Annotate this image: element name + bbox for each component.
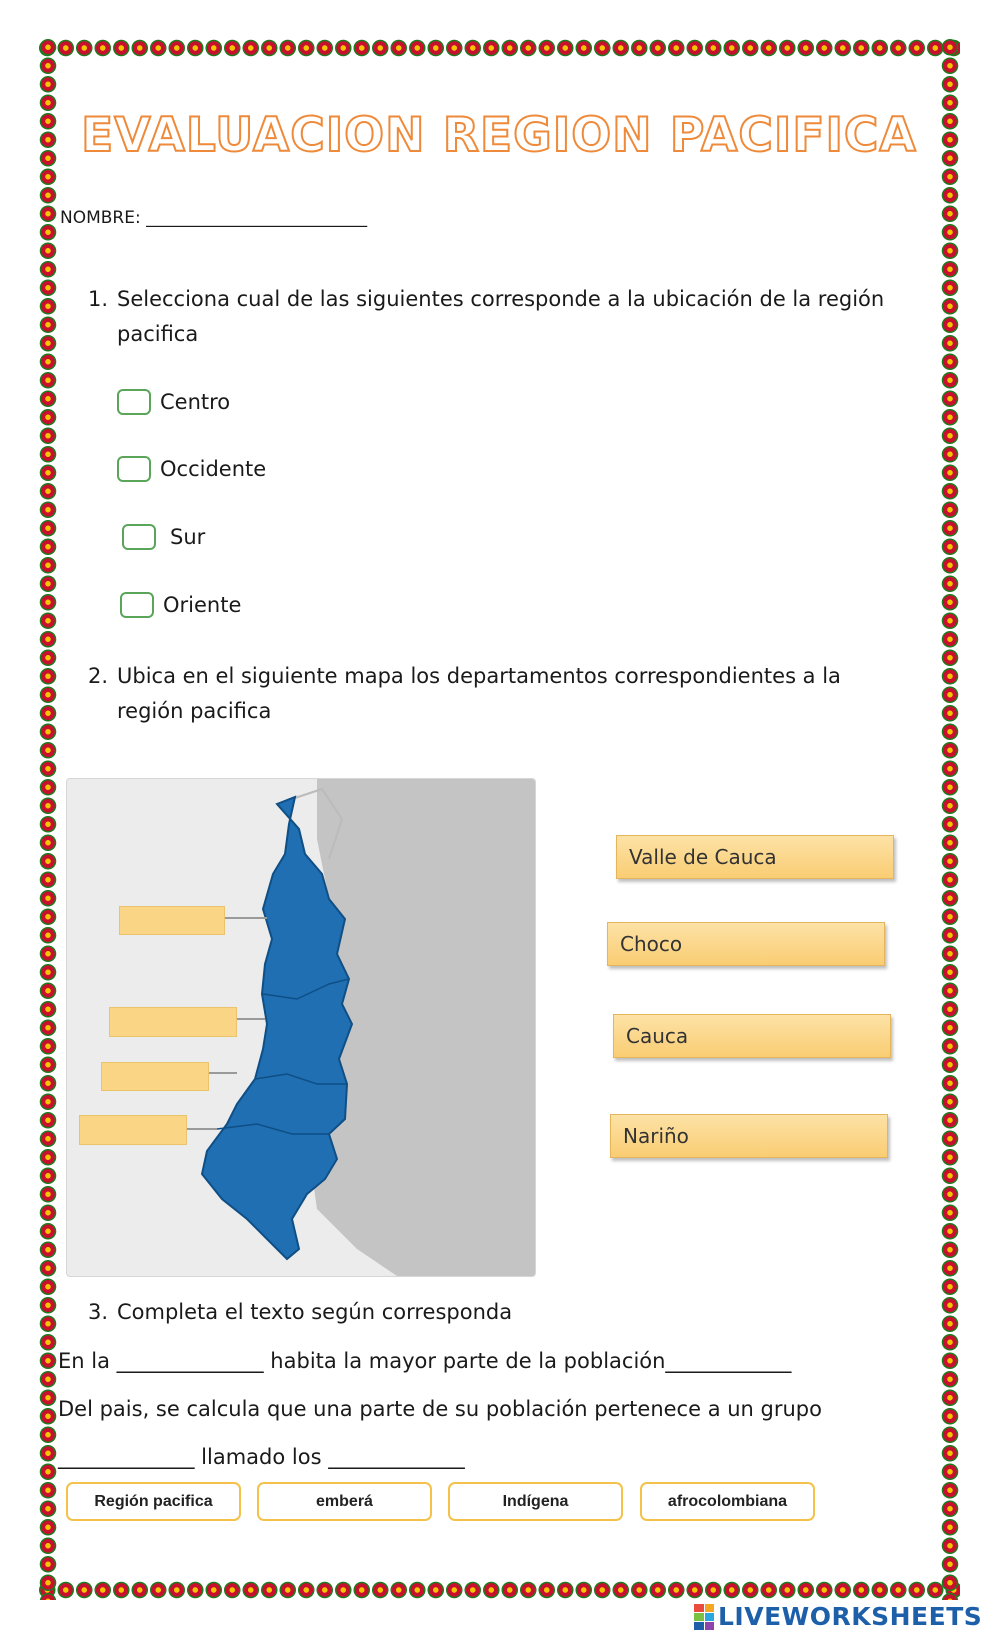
tag-cauca[interactable]: Cauca <box>613 1014 891 1058</box>
option-oriente-label: Oriente <box>163 593 242 617</box>
flower-border-bottom <box>38 1580 960 1600</box>
option-occidente[interactable] <box>117 454 266 484</box>
flower-border-right <box>940 38 960 1600</box>
drop-zone-2[interactable] <box>109 1007 237 1037</box>
question-2-line-1: Ubica en el siguiente mapa los departamentos correspondientes a la <box>117 664 841 688</box>
question-1-line-1: Selecciona cual de las siguientes corresponde a la ubicación de la región <box>117 287 885 311</box>
pacific-region-map <box>66 778 536 1277</box>
drop-zone-1[interactable] <box>119 906 225 935</box>
option-sur[interactable] <box>122 522 205 552</box>
word-afrocolombiana[interactable]: afrocolombiana <box>640 1482 815 1521</box>
option-sur-label: Sur <box>170 525 206 549</box>
fill-in-text-line-1: En la ______________ habita la mayor parte de la población____________ <box>58 1349 792 1373</box>
question-3 <box>88 1295 928 1331</box>
liveworksheets-logo-icon <box>694 1604 714 1630</box>
option-centro[interactable] <box>117 387 230 417</box>
question-2-line-2: región pacifica <box>117 699 272 723</box>
checkbox-occidente[interactable] <box>117 456 151 482</box>
drop-zone-3[interactable] <box>101 1062 209 1091</box>
word-region-pacifica[interactable]: Región pacifica <box>66 1482 241 1521</box>
option-centro-label: Centro <box>160 390 231 414</box>
question-2-number: 2. <box>88 664 109 688</box>
option-occidente-label: Occidente <box>160 457 267 481</box>
question-1-line-2: pacifica <box>117 322 199 346</box>
option-oriente[interactable] <box>120 590 241 620</box>
liveworksheets-brand: LIVEWORKSHEETS <box>718 1602 983 1631</box>
word-indigena[interactable]: Indígena <box>448 1482 623 1521</box>
question-1-number: 1. <box>88 287 109 311</box>
question-1 <box>88 282 928 352</box>
worksheet-title: EVALUACION REGION PACIFICA <box>81 108 917 163</box>
word-embera[interactable]: emberá <box>257 1482 432 1521</box>
tag-valle-de-cauca[interactable]: Valle de Cauca <box>616 835 894 879</box>
name-field-label: NOMBRE: __________________________ <box>60 208 368 228</box>
fill-in-text-line-2: Del pais, se calcula que una parte de su población pertenece a un grupo <box>58 1397 822 1421</box>
fill-in-text-line-3: _____________ llamado los _____________ <box>58 1445 465 1469</box>
question-2 <box>88 659 928 729</box>
liveworksheets-footer <box>694 1602 982 1631</box>
question-3-text: Completa el texto según corresponda <box>117 1300 513 1324</box>
checkbox-oriente[interactable] <box>120 592 154 618</box>
flower-border-left <box>38 38 58 1600</box>
flower-border-top <box>38 38 960 58</box>
question-3-number: 3. <box>88 1300 109 1324</box>
checkbox-centro[interactable] <box>117 389 151 415</box>
tag-narino[interactable]: Nariño <box>610 1114 888 1158</box>
tag-choco[interactable]: Choco <box>607 922 885 966</box>
checkbox-sur[interactable] <box>122 524 156 550</box>
drop-zone-4[interactable] <box>79 1115 187 1145</box>
